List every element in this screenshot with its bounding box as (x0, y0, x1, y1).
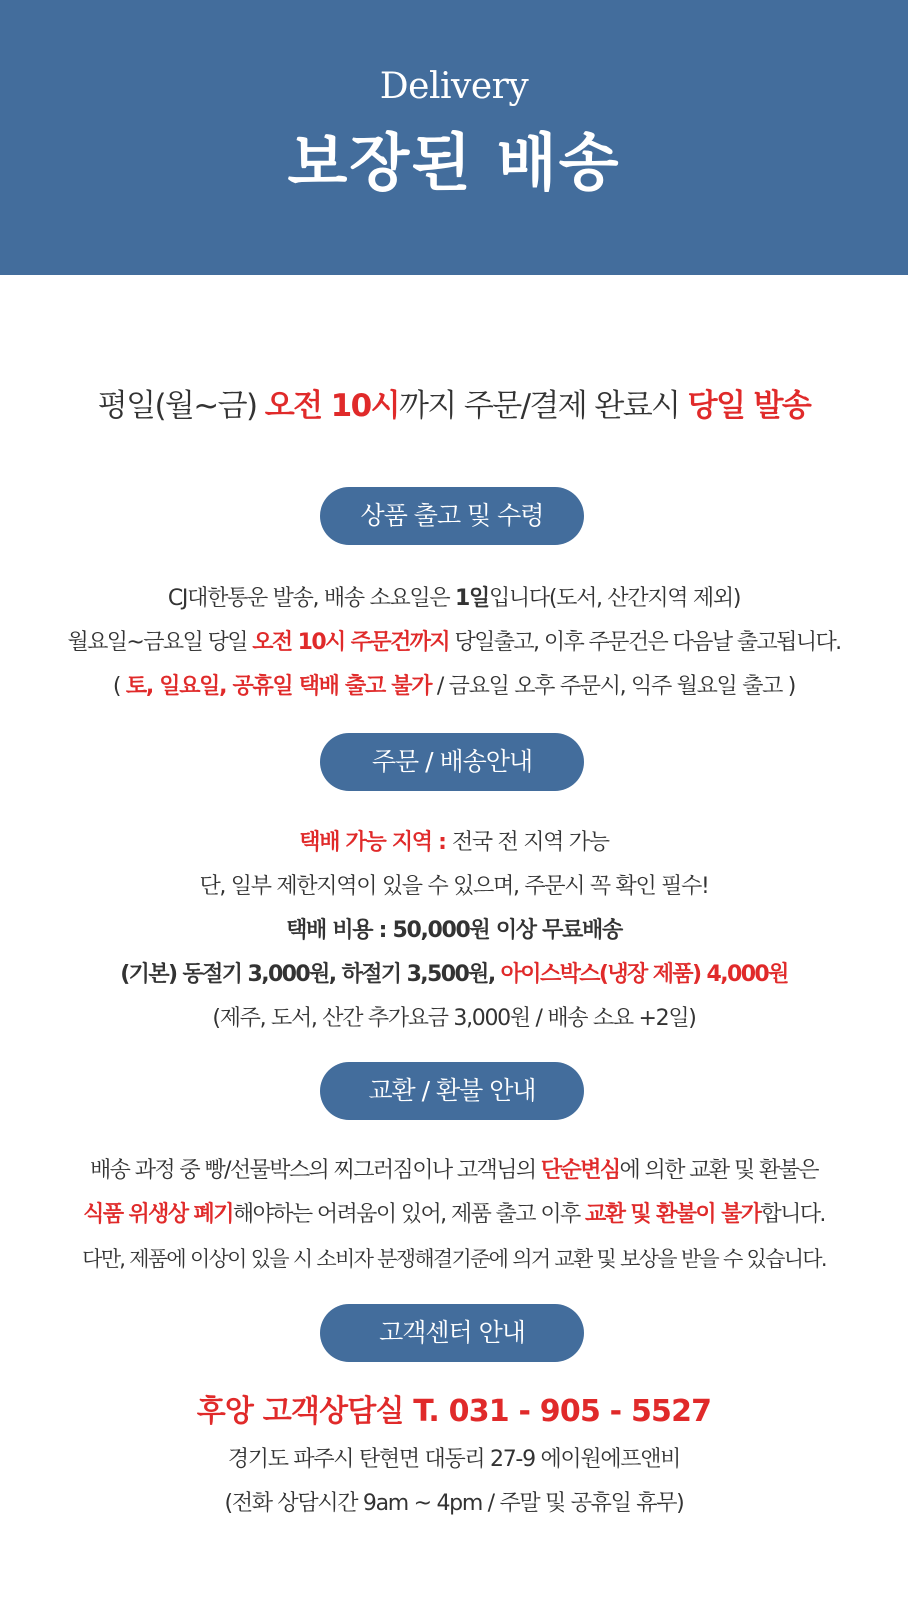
order-line-1-a: 택배 가능 지역 : (299, 830, 452, 855)
header-banner (0, 0, 908, 275)
support-hours: (전화 상담시간 9am ~ 4pm / 주말 및 공휴일 휴무) (224, 1491, 684, 1516)
refund-line-2-c: 교환 및 환불이 불가 (585, 1202, 761, 1227)
refund-line-1-b: 단순변심 (540, 1158, 620, 1183)
support-phone: 후앙 고객상담실 T. 031 - 905 - 5527 (196, 1394, 712, 1429)
refund-line-2-b: 해야하는 어려움이 있어, 제품 출고 이후 (232, 1202, 586, 1227)
headline-part-3: 까지 주문/결제 완료시 (398, 388, 688, 424)
section-pill-order: 주문 / 배송안내 (320, 733, 584, 791)
shipping-line-3-b: 토, 일요일, 공휴일 택배 출고 불가 (125, 674, 432, 699)
headline-same-day: 당일 발송 (687, 388, 811, 424)
order-line-1-b: 전국 전 지역 가능 (451, 830, 609, 855)
order-line-4-b: 아이스박스(냉장 제품) 4,000원 (500, 962, 788, 987)
order-line-4-a: (기본) 동절기 3,000원, 하절기 3,500원, (120, 962, 501, 987)
headline-cutoff-time: 오전 10시 (264, 388, 399, 424)
shipping-line-1 (0, 582, 908, 616)
header-title: 보장된 배송 (287, 126, 621, 199)
refund-line-2 (0, 1198, 908, 1232)
shipping-line-2-c: 당일출고, 이후 주문건은 다음날 출고됩니다. (449, 630, 841, 655)
section-pill-shipping: 상품 출고 및 수령 (320, 487, 584, 545)
shipping-line-3 (0, 670, 908, 704)
support-address: 경기도 파주시 탄현면 대동리 27-9 에이원에프앤비 (227, 1447, 681, 1472)
order-line-4 (0, 958, 908, 992)
refund-line-2-a: 식품 위생상 폐기 (83, 1202, 233, 1227)
header-subtitle: Delivery (379, 66, 529, 107)
order-line-1 (0, 826, 908, 860)
shipping-line-1-c: 입니다(도서, 산간지역 제외) (488, 586, 741, 611)
order-line-5: (제주, 도서, 산간 추가요금 3,000원 / 배송 소요 +2일) (212, 1006, 696, 1031)
shipping-line-3-c: / 금요일 오후 주문시, 익주 월요일 출고 ) (431, 674, 796, 699)
shipping-line-2-b: 오전 10시 주문건까지 (252, 630, 450, 655)
refund-line-3: 다만, 제품에 이상이 있을 시 소비자 분쟁해결기준에 의거 교환 및 보상을 받을 수 있습니다. (82, 1247, 826, 1271)
headline (0, 381, 908, 431)
refund-line-1-a: 배송 과정 중 빵/선물박스의 찌그러짐이나 고객님의 (90, 1158, 541, 1183)
shipping-line-2 (0, 626, 908, 660)
shipping-line-2-a: 월요일~금요일 당일 (67, 630, 253, 655)
refund-line-1-c: 에 의한 교환 및 환불은 (619, 1158, 818, 1183)
shipping-line-3-a: ( (112, 674, 126, 699)
shipping-line-1-a: CJ대한통운 발송, 배송 소요일은 (167, 586, 456, 611)
refund-line-2-d: 합니다. (760, 1202, 825, 1227)
headline-part-1: 평일(월~금) (97, 388, 265, 424)
order-line-3: 택배 비용 : 50,000원 이상 무료배송 (286, 918, 622, 943)
section-pill-support: 고객센터 안내 (320, 1304, 584, 1362)
order-line-2: 단, 일부 제한지역이 있을 수 있으며, 주문시 꼭 확인 필수! (199, 874, 709, 899)
shipping-line-1-b: 1일 (455, 586, 489, 611)
refund-line-1 (0, 1154, 908, 1188)
section-pill-refund: 교환 / 환불 안내 (320, 1062, 584, 1120)
